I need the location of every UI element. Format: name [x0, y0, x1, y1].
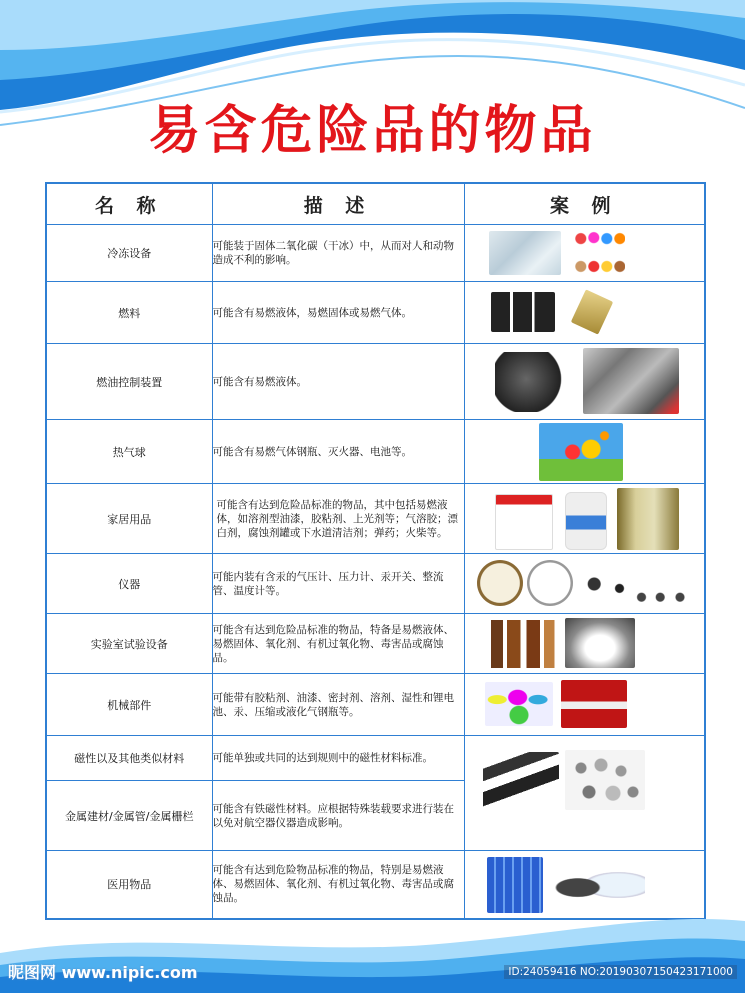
ice-pops-image: [573, 229, 625, 277]
row-images: [464, 225, 705, 282]
paint-cans-image: [485, 682, 553, 726]
table-row: [46, 282, 705, 344]
row-name: 磁性以及其他类似材料: [46, 736, 212, 781]
page-title: 易含危险品的物品: [148, 101, 597, 161]
reagent-bottle-image: [565, 618, 635, 668]
engine-bay-image: [583, 348, 679, 414]
row-desc: 可能单独或共同的达到规则中的磁性材料标准。: [212, 736, 464, 781]
lighter-image: [570, 289, 612, 334]
sealant-cans-image: [561, 680, 627, 728]
row-name: 医用物品: [46, 851, 212, 919]
row-images: [464, 614, 705, 674]
row-name: 仪器: [46, 554, 212, 614]
row-name: 燃油控制装置: [46, 344, 212, 420]
engine-image: [495, 352, 573, 412]
row-desc: 可能带有胶粘剂、油漆、密封剂、溶剂、湿性和锂电池、汞、压缩或液化气钢瓶等。: [212, 674, 464, 736]
row-name: 燃料: [46, 282, 212, 344]
table-row: [46, 420, 705, 484]
row-name: 冷冻设备: [46, 225, 212, 282]
table-header-row: [46, 183, 705, 225]
row-desc: 可能含有达到危险品标准的物品，其中包括易燃液体，如溶剂型油漆，胶粘剂、上光剂等；气溶胶；漂白剂，腐蚀剂罐或下水道清洁剂；弹药；火柴等。: [212, 484, 464, 554]
dry-ice-image: [489, 231, 561, 275]
row-images: [464, 344, 705, 420]
electronic-parts-image: [581, 562, 691, 606]
row-desc: 可能装于固体二氧化碳（干冰）中，从而对人和动物造成不利的影响。: [212, 225, 464, 282]
header-name: 名 称: [46, 183, 212, 225]
table-row: [46, 674, 705, 736]
table-row: [46, 614, 705, 674]
table-row: [46, 225, 705, 282]
table-row: [46, 344, 705, 420]
fuel-cans-image: [491, 292, 555, 332]
lab-bottles-image: [485, 620, 559, 668]
row-name: 家居用品: [46, 484, 212, 554]
row-name: 实验室试验设备: [46, 614, 212, 674]
barometer-image: [477, 560, 523, 606]
row-desc: 可能含有易燃液体。: [212, 344, 464, 420]
header-example: 案 例: [464, 183, 705, 225]
row-name: 金属建材/金属管/金属栅栏: [46, 781, 212, 851]
row-desc: 可能含有铁磁性材料。应根据特殊装载要求进行装在以免对航空器仪器造成影响。: [212, 781, 464, 851]
row-desc: 可能含有易燃气体钢瓶、灭火器、电池等。: [212, 420, 464, 484]
hazard-table: [45, 182, 706, 920]
row-images: [464, 674, 705, 736]
hot-air-balloon-image: [539, 423, 623, 481]
header-desc: 描 述: [212, 183, 464, 225]
chemical-jugs-image: [617, 488, 679, 550]
watermark: 昵图网 www.nipic.com: [8, 963, 198, 982]
row-images: [464, 282, 705, 344]
row-desc: 可能含有易燃液体，易燃固体或易燃气体。: [212, 282, 464, 344]
row-desc: 可能含有达到危险物品标准的物品，特别是易燃液体、易燃固体、氧化剂、有机过氧化物、毒害品或腐蚀品。: [212, 851, 464, 919]
row-images: [464, 554, 705, 614]
row-images: [464, 484, 705, 554]
row-desc: 可能内装有含汞的气压计、压力计、汞开关、整流管、温度计等。: [212, 554, 464, 614]
row-images: [464, 420, 705, 484]
paint-bucket-image: [495, 494, 553, 550]
row-name: 热气球: [46, 420, 212, 484]
image-id: ID:24059416 NO:20190307150423171000: [504, 965, 737, 979]
cleaner-bottle-image: [565, 492, 607, 550]
table-row: [46, 554, 705, 614]
row-name: 机械部件: [46, 674, 212, 736]
gauge-image: [527, 560, 573, 606]
row-desc: 可能含有达到危险品标准的物品，特备是易燃液体、易燃固体、氧化剂、有机过氧化物、毒害品或腐蚀品。: [212, 614, 464, 674]
magnet-rods-image: [483, 752, 559, 808]
row-images: [464, 736, 705, 851]
table-row: [46, 484, 705, 554]
magnets-image: [565, 750, 645, 810]
table-row: [46, 736, 705, 781]
